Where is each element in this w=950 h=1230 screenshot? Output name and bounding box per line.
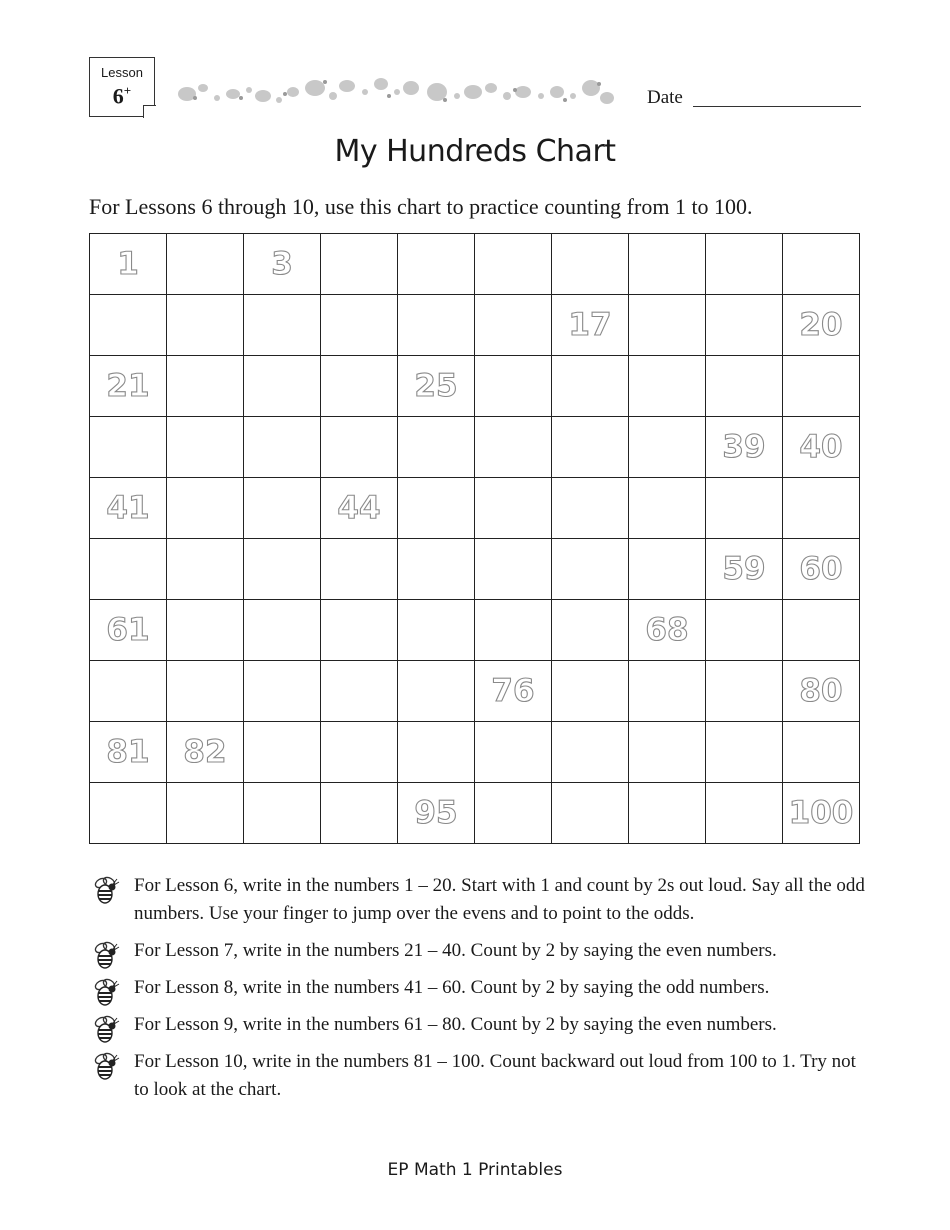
chart-cell[interactable] bbox=[321, 234, 398, 295]
chart-row bbox=[90, 600, 860, 661]
chart-cell[interactable] bbox=[244, 478, 321, 539]
instruction-text: For Lesson 6, write in the numbers 1 – 20. Start with 1 and count by 2s out loud. Say all the odd numbers. Use your finger to jump over the evens and to point to the odds. bbox=[134, 875, 865, 924]
chart-cell[interactable] bbox=[167, 661, 244, 722]
chart-cell[interactable] bbox=[629, 722, 706, 783]
chart-cell: 39 bbox=[706, 417, 783, 478]
chart-cell[interactable] bbox=[475, 234, 552, 295]
chart-row bbox=[90, 417, 860, 478]
chart-cell[interactable] bbox=[706, 478, 783, 539]
chart-cell[interactable] bbox=[167, 600, 244, 661]
chart-cell: 81 bbox=[90, 722, 167, 783]
chart-cell[interactable] bbox=[706, 295, 783, 356]
date-line bbox=[693, 106, 861, 107]
chart-cell[interactable] bbox=[629, 783, 706, 844]
instruction-text: For Lesson 9, write in the numbers 61 – 80. Count by 2 by saying the even numbers. bbox=[134, 1014, 777, 1035]
chart-cell[interactable] bbox=[321, 783, 398, 844]
chart-row bbox=[90, 722, 860, 783]
decorative-banner bbox=[175, 70, 625, 110]
chart-cell[interactable] bbox=[90, 661, 167, 722]
page-title: My Hundreds Chart bbox=[334, 134, 616, 169]
chart-cell: 68 bbox=[629, 600, 706, 661]
chart-cell[interactable] bbox=[398, 417, 475, 478]
chart-cell: 3 bbox=[244, 234, 321, 295]
date-label: Date bbox=[647, 87, 683, 108]
chart-cell: 82 bbox=[167, 722, 244, 783]
instruction-item bbox=[90, 974, 870, 1002]
chart-cell[interactable] bbox=[552, 722, 629, 783]
chart-cell[interactable] bbox=[629, 539, 706, 600]
chart-cell[interactable] bbox=[706, 661, 783, 722]
chart-cell[interactable] bbox=[398, 722, 475, 783]
chart-cell[interactable] bbox=[552, 539, 629, 600]
chart-cell[interactable] bbox=[475, 417, 552, 478]
chart-cell: 44 bbox=[321, 478, 398, 539]
chart-cell: 80 bbox=[783, 661, 860, 722]
chart-cell[interactable] bbox=[244, 600, 321, 661]
lesson-label: Lesson bbox=[101, 65, 143, 80]
instruction-text: For Lesson 10, write in the numbers 81 – 100. Count backward out loud from 100 to 1. Try not to look at the chart. bbox=[134, 1051, 856, 1100]
chart-cell[interactable] bbox=[90, 417, 167, 478]
chart-cell[interactable] bbox=[321, 661, 398, 722]
hundreds-chart bbox=[89, 233, 860, 844]
chart-cell[interactable] bbox=[475, 295, 552, 356]
instruction-text: For Lesson 7, write in the numbers 21 – 40. Count by 2 by saying the even numbers. bbox=[134, 940, 777, 961]
chart-cell[interactable] bbox=[321, 295, 398, 356]
chart-cell[interactable] bbox=[398, 234, 475, 295]
chart-cell[interactable] bbox=[244, 783, 321, 844]
chart-cell[interactable] bbox=[167, 356, 244, 417]
instruction-item bbox=[90, 937, 870, 965]
chart-cell[interactable] bbox=[321, 356, 398, 417]
lesson-number: 6+ bbox=[112, 83, 132, 109]
chart-cell: 21 bbox=[90, 356, 167, 417]
bee-icon bbox=[90, 874, 122, 915]
chart-cell[interactable] bbox=[90, 295, 167, 356]
chart-cell[interactable] bbox=[552, 234, 629, 295]
chart-cell: 95 bbox=[398, 783, 475, 844]
chart-cell[interactable] bbox=[783, 234, 860, 295]
chart-row bbox=[90, 539, 860, 600]
chart-cell[interactable] bbox=[706, 234, 783, 295]
chart-row bbox=[90, 295, 860, 356]
chart-cell[interactable] bbox=[706, 783, 783, 844]
chart-cell[interactable] bbox=[552, 661, 629, 722]
chart-cell[interactable] bbox=[90, 783, 167, 844]
chart-cell[interactable] bbox=[321, 417, 398, 478]
chart-cell[interactable] bbox=[475, 783, 552, 844]
chart-cell: 61 bbox=[90, 600, 167, 661]
chart-cell: 60 bbox=[783, 539, 860, 600]
chart-cell: 40 bbox=[783, 417, 860, 478]
chart-cell[interactable] bbox=[398, 661, 475, 722]
lesson-badge bbox=[89, 57, 155, 117]
chart-row bbox=[90, 661, 860, 722]
chart-cell[interactable] bbox=[629, 661, 706, 722]
instructions-list bbox=[90, 872, 870, 1113]
chart-cell: 41 bbox=[90, 478, 167, 539]
chart-cell[interactable] bbox=[629, 417, 706, 478]
chart-cell: 25 bbox=[398, 356, 475, 417]
bee-icon bbox=[90, 1050, 122, 1091]
chart-cell[interactable] bbox=[629, 356, 706, 417]
footer: EP Math 1 Printables bbox=[387, 1160, 563, 1180]
chart-cell[interactable] bbox=[244, 295, 321, 356]
chart-row bbox=[90, 783, 860, 844]
chart-cell[interactable] bbox=[475, 722, 552, 783]
chart-cell[interactable] bbox=[552, 783, 629, 844]
chart-cell[interactable] bbox=[398, 295, 475, 356]
chart-cell[interactable] bbox=[552, 478, 629, 539]
intro-text: For Lessons 6 through 10, use this chart to practice counting from 1 to 100. bbox=[89, 194, 753, 219]
chart-cell[interactable] bbox=[244, 722, 321, 783]
chart-cell[interactable] bbox=[167, 783, 244, 844]
chart-cell[interactable] bbox=[706, 722, 783, 783]
lesson-suffix: + bbox=[123, 83, 132, 98]
chart-cell[interactable] bbox=[167, 539, 244, 600]
chart-cell[interactable] bbox=[244, 661, 321, 722]
instruction-item bbox=[90, 872, 870, 928]
chart-cell[interactable] bbox=[629, 295, 706, 356]
chart-cell[interactable] bbox=[475, 356, 552, 417]
chart-cell[interactable] bbox=[783, 478, 860, 539]
chart-cell[interactable] bbox=[398, 478, 475, 539]
chart-cell[interactable] bbox=[167, 295, 244, 356]
instruction-text: For Lesson 8, write in the numbers 41 – 60. Count by 2 by saying the odd numbers. bbox=[134, 977, 770, 998]
chart-cell[interactable] bbox=[167, 234, 244, 295]
chart-cell[interactable] bbox=[321, 722, 398, 783]
chart-cell[interactable] bbox=[552, 600, 629, 661]
chart-cell[interactable] bbox=[475, 539, 552, 600]
chart-cell: 17 bbox=[552, 295, 629, 356]
chart-cell[interactable] bbox=[783, 722, 860, 783]
chart-cell: 59 bbox=[706, 539, 783, 600]
chart-cell[interactable] bbox=[629, 234, 706, 295]
chart-cell[interactable] bbox=[475, 478, 552, 539]
chart-cell: 100 bbox=[783, 783, 860, 844]
chart-cell[interactable] bbox=[398, 600, 475, 661]
chart-cell[interactable] bbox=[90, 539, 167, 600]
chart-cell[interactable] bbox=[244, 417, 321, 478]
chart-cell[interactable] bbox=[783, 600, 860, 661]
instruction-item bbox=[90, 1011, 870, 1039]
chart-cell[interactable] bbox=[706, 600, 783, 661]
chart-cell: 1 bbox=[90, 234, 167, 295]
chart-row bbox=[90, 234, 860, 295]
chart-cell[interactable] bbox=[552, 356, 629, 417]
chart-cell[interactable] bbox=[167, 478, 244, 539]
chart-row bbox=[90, 478, 860, 539]
chart-cell[interactable] bbox=[475, 600, 552, 661]
instruction-item bbox=[90, 1048, 870, 1104]
chart-cell: 76 bbox=[475, 661, 552, 722]
chart-cell[interactable] bbox=[783, 356, 860, 417]
chart-cell: 20 bbox=[783, 295, 860, 356]
chart-cell[interactable] bbox=[321, 539, 398, 600]
chart-cell[interactable] bbox=[167, 417, 244, 478]
chart-cell[interactable] bbox=[706, 356, 783, 417]
chart-cell[interactable] bbox=[629, 478, 706, 539]
chart-cell[interactable] bbox=[321, 600, 398, 661]
chart-cell[interactable] bbox=[244, 356, 321, 417]
chart-cell[interactable] bbox=[552, 417, 629, 478]
chart-cell[interactable] bbox=[398, 539, 475, 600]
chart-row bbox=[90, 356, 860, 417]
chart-cell[interactable] bbox=[244, 539, 321, 600]
